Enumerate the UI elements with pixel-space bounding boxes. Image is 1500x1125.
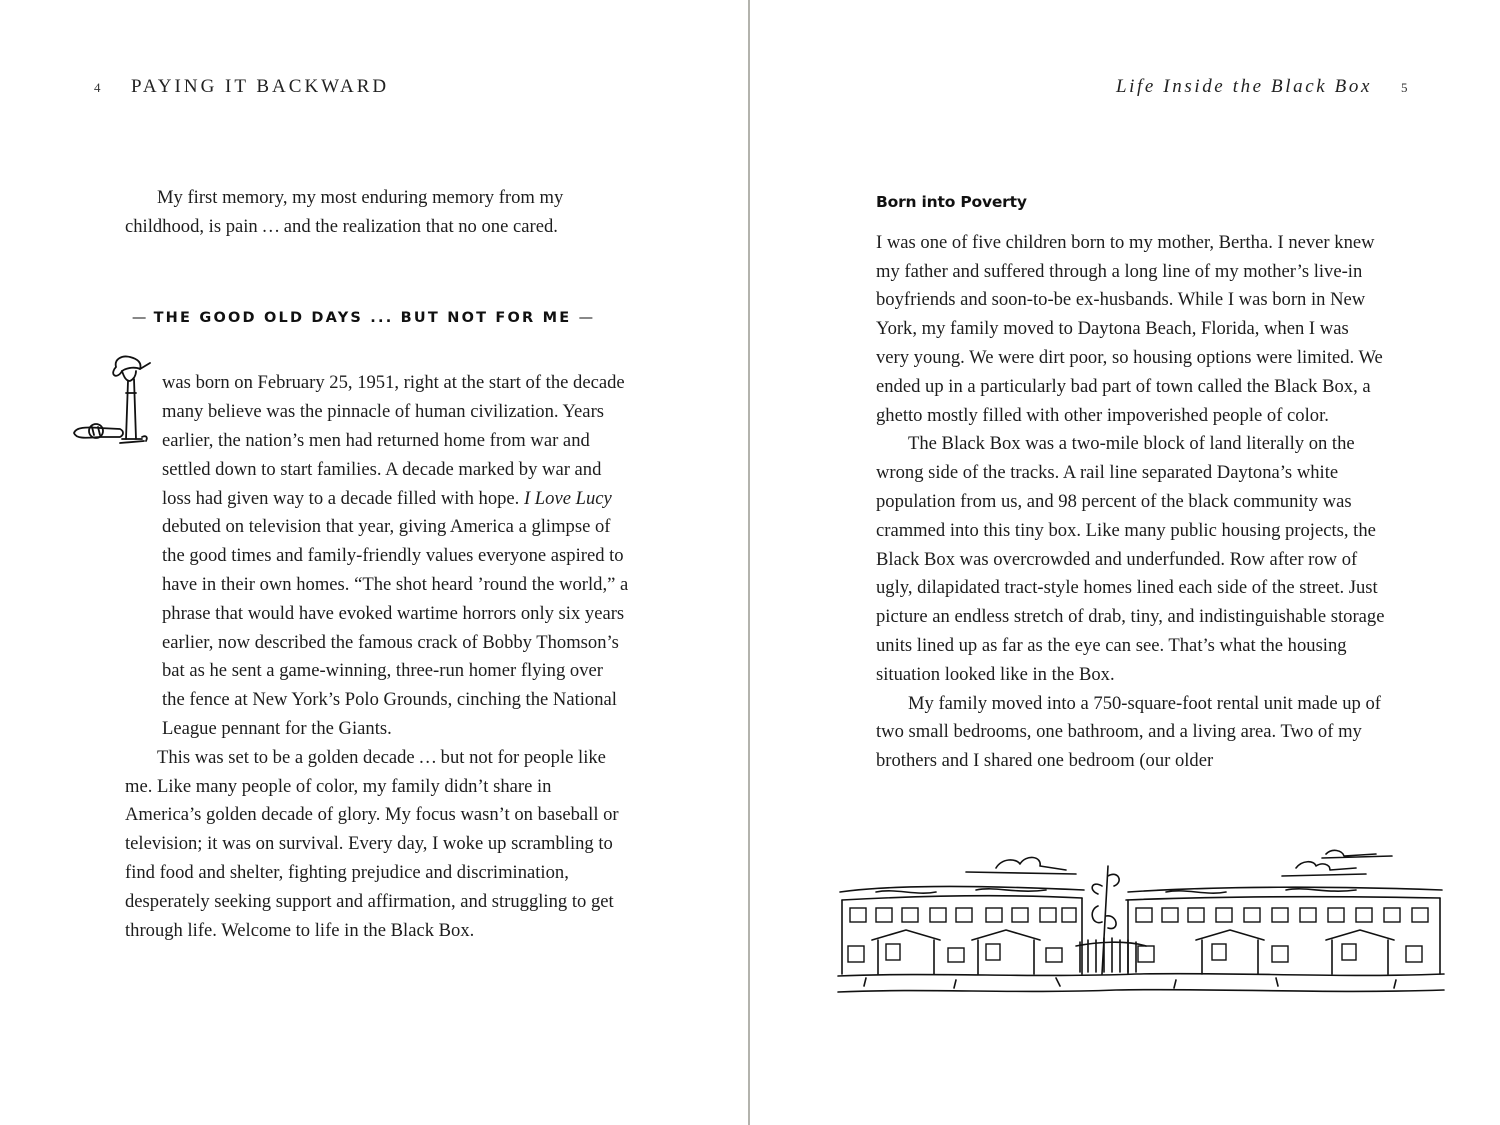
epigraph: My first memory, my most enduring memory from my childhood, is pain … and the realization that no one cared. xyxy=(125,187,564,237)
para1-text-b: debuted on television that year, giving America a glimpse of the good times and family-friendly values everyone aspired to have in their own homes. “The shot heard ’round the world,” a phrase that would have evoked wartime horrors only six years earlier, now described the famous crack of Bobby Thomson’s bat as he sent a game-winning, three-run homer flying over the fence at New York’s Polo Grounds, cinching the National League pennant for the Giants. xyxy=(162,516,629,739)
running-head-right: Life Inside the Black Box xyxy=(1116,76,1372,97)
subhead-text: THE GOOD OLD DAYS ... BUT NOT FOR ME xyxy=(153,309,572,326)
subhead-dash-right: — xyxy=(578,309,594,326)
right-page-body xyxy=(876,184,1386,776)
gutter-divider xyxy=(748,0,750,1125)
paragraph: I was one of five children born to my mother, Bertha. I never knew my father and suffered through a long line of my mother’s live-in boyfriends and soon-to-be ex-husbands. While I was born in New York, my family moved to Daytona Beach, Florida, when I was very young. We were dirt poor, so housing options were limited. We ended up in a particularly bad part of town called the Black Box, a ghetto mostly filled with other impoverished people of color. xyxy=(876,231,1383,426)
housing-rows-illustration xyxy=(836,846,1446,1001)
section-subhead xyxy=(125,304,600,333)
section-heading: Born into Poverty xyxy=(876,193,1027,211)
para1-text-a: was born on February 25, 1951, right at the start of the decade many believe was the pinnacle of human civilization. Years earlier, the nation’s men had returned home from war and settled down to start families. A decade marked by war and loss had given way to a decade filled with hope. xyxy=(162,372,625,509)
running-head-left: PAYING IT BACKWARD xyxy=(131,76,390,97)
dropcap-boy-with-bat-icon xyxy=(70,353,162,451)
tv-show-title: I Love Lucy xyxy=(523,487,612,509)
opening-paragraph xyxy=(125,369,630,743)
paragraph: My family moved into a 750-square-foot rental unit made up of two small bedrooms, one bathroom, and a living area. Two of my brothers and I shared one bedroom (our older xyxy=(876,692,1381,772)
subhead-dash-left: — xyxy=(131,309,147,326)
paragraph-2: This was set to be a golden decade … but not for people like me. Like many people of color, my family didn’t share in America’s golden decade of glory. My focus wasn’t on baseball or television; it was on survival. Every day, I woke up scrambling to find food and shelter, fighting prejudice and discrimination, desperately seeking support and affirmation, and struggling to get through life. Welcome to life in the Black Box. xyxy=(125,746,619,941)
page-number-right: 5 xyxy=(1401,80,1408,95)
opening-paragraph-text xyxy=(125,369,630,743)
left-page-body xyxy=(125,184,630,945)
page-number-left: 4 xyxy=(94,80,101,95)
paragraph: The Black Box was a two-mile block of land literally on the wrong side of the tracks. A rail line separated Daytona’s white population from us, and 98 percent of the black community was crammed into this tiny box. Like many public housing projects, the Black Box was overcrowded and underfunded. Row after row of ugly, dilapidated tract-style homes lined each side of the street. Just picture an endless stretch of drab, tiny, and indistinguishable storage units lined up as far as the eye can see. That’s what the housing situation looked like in the Box. xyxy=(876,433,1385,685)
